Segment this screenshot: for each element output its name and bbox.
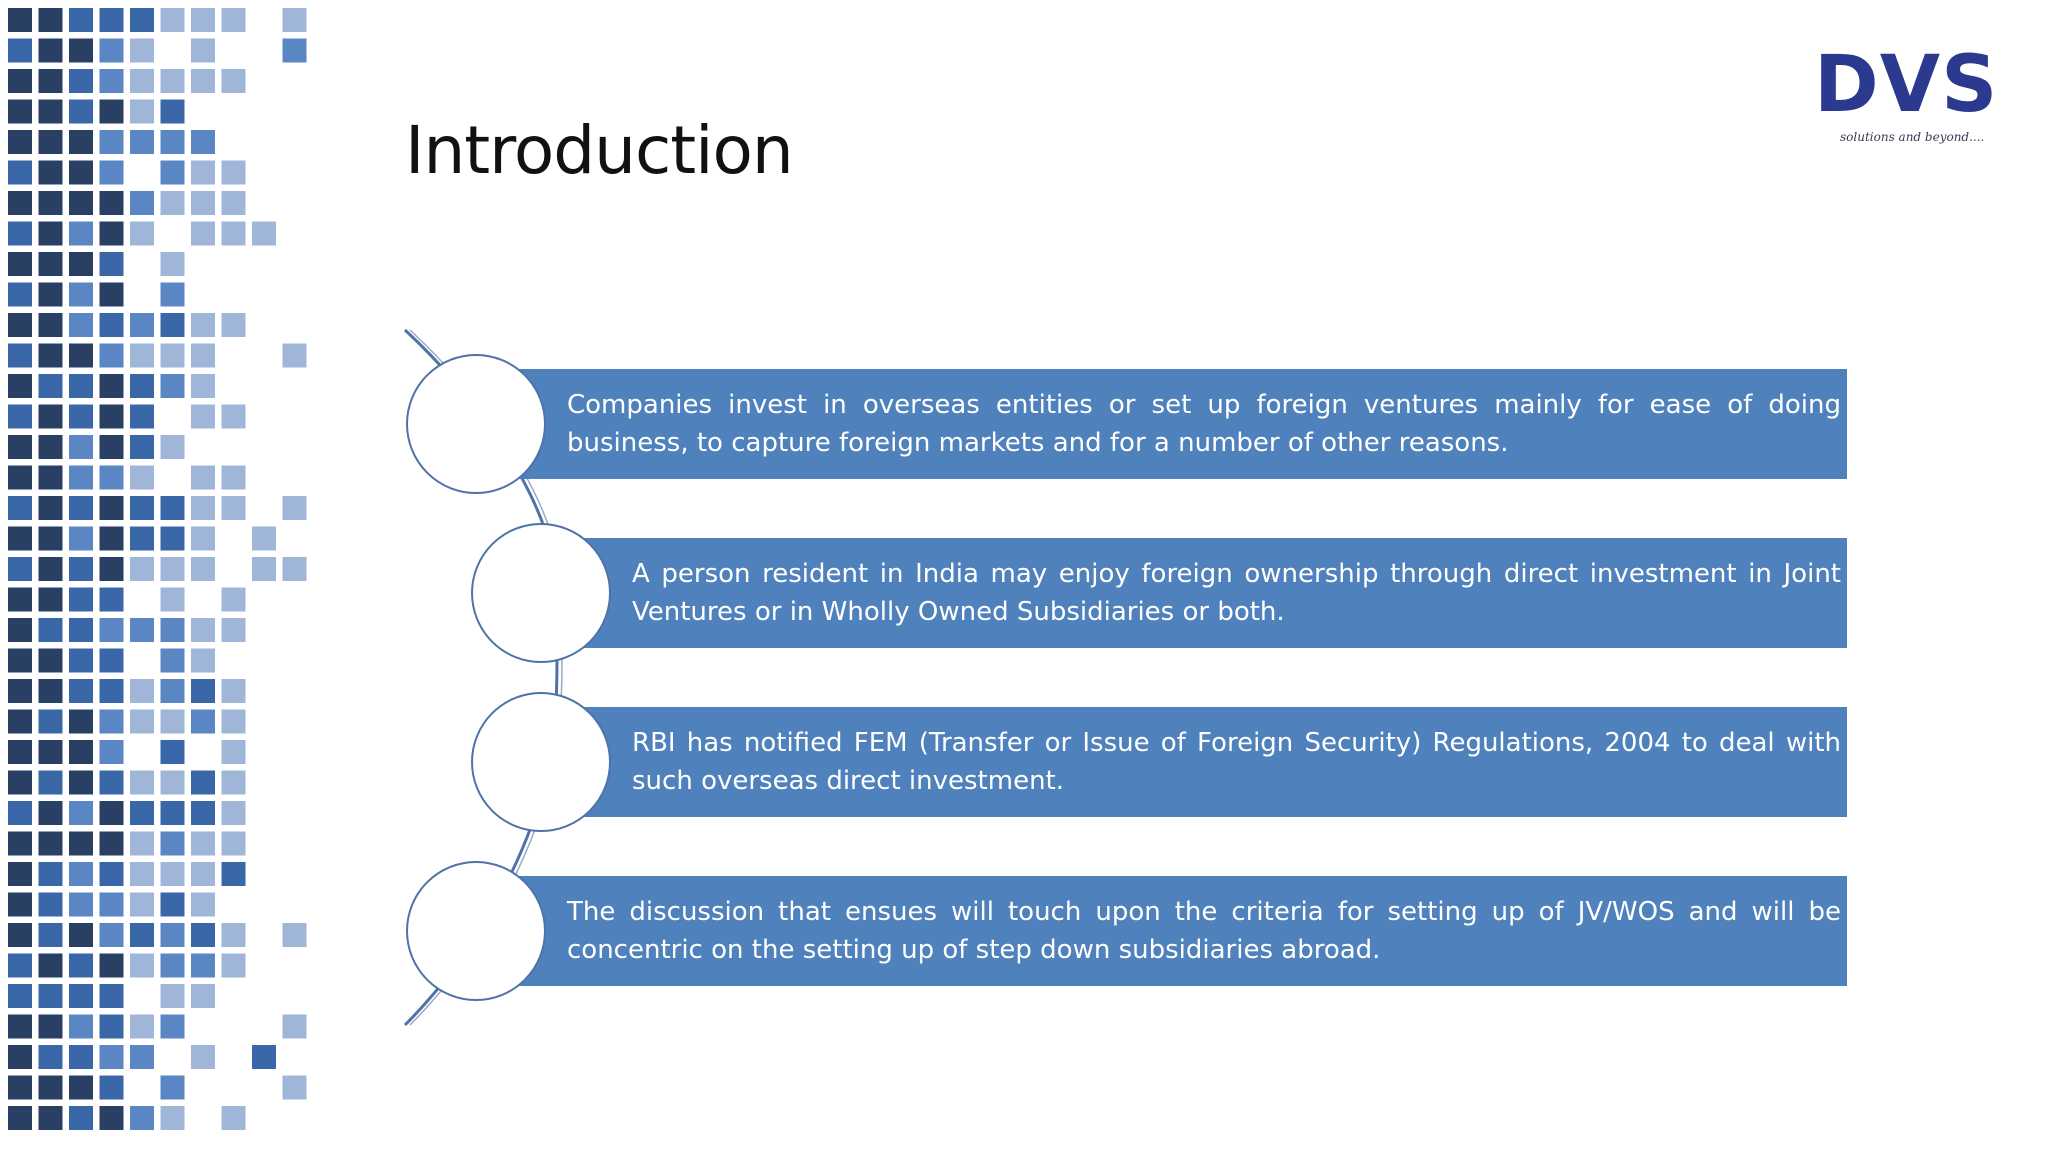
mosaic-tile [130, 832, 154, 856]
mosaic-tile [130, 344, 154, 368]
mosaic-tile [283, 557, 307, 581]
mosaic-tile [130, 496, 154, 520]
mosaic-tile [161, 618, 185, 642]
mosaic-tile [161, 8, 185, 32]
mosaic-tile [69, 1076, 93, 1100]
mosaic-tile [130, 405, 154, 429]
mosaic-tile [130, 222, 154, 246]
mosaic-tile [191, 862, 215, 886]
mosaic-tile [39, 252, 63, 276]
bullet-circle-1 [406, 354, 546, 494]
mosaic-tile [69, 1045, 93, 1069]
mosaic-tile [130, 527, 154, 551]
mosaic-tile [222, 191, 246, 215]
mosaic-tile [222, 801, 246, 825]
mosaic-tile [8, 8, 32, 32]
mosaic-tile [39, 771, 63, 795]
mosaic-tile [283, 923, 307, 947]
mosaic-tile [8, 405, 32, 429]
mosaic-tile [69, 740, 93, 764]
mosaic-tile [283, 1076, 307, 1100]
mosaic-tile [100, 832, 124, 856]
info-bar-text-3: RBI has notified FEM (Transfer or Issue of Foreign Security) Regulations, 2004 to deal with such overseas direct investment. [632, 728, 1841, 796]
mosaic-tile [222, 313, 246, 337]
mosaic-tile [191, 710, 215, 734]
mosaic-tile [100, 954, 124, 978]
mosaic-tile [191, 191, 215, 215]
slide-title: Introduction [405, 112, 793, 189]
mosaic-tile [130, 1045, 154, 1069]
mosaic-tile [8, 588, 32, 612]
mosaic-tile [39, 618, 63, 642]
mosaic-tile [39, 954, 63, 978]
mosaic-tile [161, 161, 185, 185]
mosaic-tile [191, 405, 215, 429]
mosaic-tile [283, 496, 307, 520]
mosaic-tile [69, 649, 93, 673]
mosaic-tile [222, 679, 246, 703]
mosaic-tile [100, 710, 124, 734]
mosaic-tile [161, 344, 185, 368]
mosaic-tile [191, 893, 215, 917]
mosaic-tile [39, 466, 63, 490]
mosaic-tile [100, 1015, 124, 1039]
mosaic-tile [8, 679, 32, 703]
mosaic-tile [8, 39, 32, 63]
mosaic-tile [8, 527, 32, 551]
mosaic-tile [69, 496, 93, 520]
mosaic-tile [69, 405, 93, 429]
mosaic-tile [222, 832, 246, 856]
mosaic-tile [130, 893, 154, 917]
mosaic-tile [100, 862, 124, 886]
bullet-circle-3 [471, 692, 611, 832]
mosaic-tile [39, 8, 63, 32]
mosaic-tile [130, 679, 154, 703]
mosaic-tile [252, 557, 276, 581]
mosaic-tile [100, 130, 124, 154]
mosaic-tile [130, 130, 154, 154]
mosaic-tile [8, 161, 32, 185]
mosaic-tile [39, 405, 63, 429]
mosaic-tile [8, 496, 32, 520]
mosaic-tile [100, 893, 124, 917]
mosaic-tile [8, 69, 32, 93]
mosaic-tile [130, 954, 154, 978]
mosaic-tile [161, 527, 185, 551]
mosaic-tile [69, 344, 93, 368]
mosaic-tile [130, 191, 154, 215]
mosaic-tile [191, 374, 215, 398]
mosaic-tile [69, 893, 93, 917]
mosaic-tile [8, 832, 32, 856]
mosaic-tile [130, 374, 154, 398]
mosaic-tile [69, 374, 93, 398]
mosaic-tile [161, 69, 185, 93]
mosaic-tile [8, 1076, 32, 1100]
mosaic-tile [222, 466, 246, 490]
mosaic-tile [130, 710, 154, 734]
mosaic-tile [130, 1015, 154, 1039]
mosaic-tile [191, 130, 215, 154]
mosaic-tile [161, 893, 185, 917]
mosaic-tile [222, 405, 246, 429]
mosaic-tile [161, 710, 185, 734]
mosaic-tile [100, 161, 124, 185]
mosaic-tile [191, 313, 215, 337]
mosaic-tile [39, 130, 63, 154]
mosaic-tile [69, 161, 93, 185]
mosaic-tile [130, 69, 154, 93]
mosaic-tile [100, 1076, 124, 1100]
mosaic-tile [39, 69, 63, 93]
mosaic-tile [39, 527, 63, 551]
info-bar-text-4: The discussion that ensues will touch upon the criteria for setting up of JV/WOS and will be concentric on the setting up of step down subsidiaries abroad. [567, 897, 1841, 965]
mosaic-tile [191, 161, 215, 185]
mosaic-tile [161, 1015, 185, 1039]
mosaic-tile [283, 1015, 307, 1039]
mosaic-tile [69, 771, 93, 795]
mosaic-tile [100, 771, 124, 795]
mosaic-tile [100, 1106, 124, 1130]
mosaic-tile [8, 100, 32, 124]
mosaic-tile [100, 527, 124, 551]
mosaic-tile [8, 374, 32, 398]
logo-wordmark: DVS [1814, 40, 1999, 130]
mosaic-tile [283, 344, 307, 368]
mosaic-tile [130, 435, 154, 459]
mosaic-tile [8, 130, 32, 154]
mosaic-tile [39, 893, 63, 917]
mosaic-tile [161, 191, 185, 215]
mosaic-tile [161, 984, 185, 1008]
mosaic-tile [39, 313, 63, 337]
mosaic-tile [130, 771, 154, 795]
mosaic-tile [161, 862, 185, 886]
mosaic-tile [222, 161, 246, 185]
mosaic-tile [161, 771, 185, 795]
mosaic-tile [39, 1015, 63, 1039]
mosaic-tile [39, 679, 63, 703]
mosaic-tile [39, 649, 63, 673]
info-bar-2 [565, 538, 1847, 648]
mosaic-tile [69, 618, 93, 642]
mosaic-tile [191, 923, 215, 947]
mosaic-tile [191, 8, 215, 32]
mosaic-tile [100, 374, 124, 398]
mosaic-tile [69, 954, 93, 978]
info-bar-1 [500, 369, 1847, 479]
mosaic-tile [130, 466, 154, 490]
mosaic-tile [191, 954, 215, 978]
mosaic-tile [100, 496, 124, 520]
mosaic-tile [161, 801, 185, 825]
mosaic-tile [8, 344, 32, 368]
mosaic-tile [39, 1106, 63, 1130]
mosaic-tile [191, 557, 215, 581]
mosaic-tile [161, 374, 185, 398]
mosaic-tile [39, 801, 63, 825]
mosaic-tile [100, 69, 124, 93]
mosaic-tile [161, 1076, 185, 1100]
mosaic-tile [100, 39, 124, 63]
mosaic-tile [39, 1045, 63, 1069]
mosaic-tile [100, 344, 124, 368]
mosaic-tile [100, 801, 124, 825]
mosaic-tile [191, 801, 215, 825]
mosaic-tile [69, 832, 93, 856]
mosaic-tile [130, 313, 154, 337]
mosaic-tile [69, 588, 93, 612]
mosaic-tile [8, 649, 32, 673]
mosaic-tile [130, 8, 154, 32]
mosaic-tile [100, 923, 124, 947]
mosaic-tile [8, 740, 32, 764]
mosaic-tile [130, 923, 154, 947]
dvs-logo [1800, 40, 2020, 150]
mosaic-tile [222, 69, 246, 93]
mosaic-tile [130, 801, 154, 825]
mosaic-tile [69, 466, 93, 490]
mosaic-tile [161, 740, 185, 764]
mosaic-tile [283, 8, 307, 32]
mosaic-tile [100, 618, 124, 642]
mosaic-tile [191, 496, 215, 520]
mosaic-tile [100, 222, 124, 246]
mosaic-tile [39, 588, 63, 612]
mosaic-tile [222, 222, 246, 246]
mosaic-tile [39, 923, 63, 947]
mosaic-tile [161, 100, 185, 124]
mosaic-tile [69, 8, 93, 32]
mosaic-tile [130, 862, 154, 886]
mosaic-tile [39, 984, 63, 1008]
mosaic-tile [69, 984, 93, 1008]
mosaic-tile [39, 161, 63, 185]
mosaic-tile [161, 557, 185, 581]
info-bar-4 [500, 876, 1847, 986]
mosaic-tile [69, 130, 93, 154]
mosaic-tile [8, 557, 32, 581]
mosaic-tile [191, 649, 215, 673]
mosaic-tile [222, 8, 246, 32]
mosaic-tile [130, 39, 154, 63]
mosaic-tile [8, 1015, 32, 1039]
mosaic-tile [100, 740, 124, 764]
mosaic-tile [100, 1045, 124, 1069]
mosaic-tile [191, 222, 215, 246]
info-bar-text-1: Companies invest in overseas entities or set up foreign ventures mainly for ease of doing business, to capture foreign markets and for a number of other reasons. [567, 390, 1841, 458]
mosaic-tile [69, 252, 93, 276]
mosaic-tile [8, 435, 32, 459]
mosaic-tile [130, 1106, 154, 1130]
mosaic-tile [161, 649, 185, 673]
mosaic-tile [8, 710, 32, 734]
mosaic-tile [161, 252, 185, 276]
mosaic-tile [100, 191, 124, 215]
mosaic-tile [161, 954, 185, 978]
mosaic-tile [191, 679, 215, 703]
mosaic-tile [222, 954, 246, 978]
mosaic-tile [69, 435, 93, 459]
mosaic-tile [252, 1045, 276, 1069]
mosaic-tile [161, 313, 185, 337]
mosaic-tile [283, 39, 307, 63]
info-bar-3 [565, 707, 1847, 817]
mosaic-tile [100, 8, 124, 32]
mosaic-tile [69, 557, 93, 581]
mosaic-tile [222, 618, 246, 642]
mosaic-tile [252, 527, 276, 551]
mosaic-tile [39, 374, 63, 398]
mosaic-tile [39, 1076, 63, 1100]
mosaic-tile [130, 557, 154, 581]
mosaic-tile [69, 923, 93, 947]
mosaic-tile [100, 435, 124, 459]
mosaic-tile [100, 679, 124, 703]
mosaic-tile [161, 588, 185, 612]
mosaic-tile [191, 527, 215, 551]
mosaic-tile [222, 923, 246, 947]
mosaic-tile [100, 557, 124, 581]
mosaic-tile [100, 283, 124, 307]
mosaic-tile [39, 710, 63, 734]
mosaic-tile [130, 618, 154, 642]
mosaic-tile [8, 1045, 32, 1069]
mosaic-tile [39, 191, 63, 215]
mosaic-tile [161, 679, 185, 703]
mosaic-tile [100, 313, 124, 337]
mosaic-tile [130, 100, 154, 124]
mosaic-tile [191, 1045, 215, 1069]
mosaic-tile [191, 984, 215, 1008]
mosaic-tile [161, 923, 185, 947]
mosaic-tile [100, 588, 124, 612]
mosaic-tile [39, 283, 63, 307]
mosaic-tile [69, 1106, 93, 1130]
mosaic-tile [69, 69, 93, 93]
mosaic-tile [161, 283, 185, 307]
mosaic-tile [161, 1106, 185, 1130]
mosaic-tile [222, 710, 246, 734]
mosaic-tile [161, 496, 185, 520]
mosaic-tile [69, 862, 93, 886]
mosaic-tile [8, 801, 32, 825]
mosaic-tile [39, 435, 63, 459]
mosaic-tile [191, 618, 215, 642]
mosaic-tile [39, 344, 63, 368]
mosaic-tile [161, 435, 185, 459]
mosaic-tile [8, 893, 32, 917]
mosaic-tile [222, 588, 246, 612]
mosaic-tile [191, 69, 215, 93]
mosaic-tile [69, 710, 93, 734]
mosaic-tile [8, 862, 32, 886]
mosaic-tile [191, 344, 215, 368]
mosaic-tile [8, 252, 32, 276]
mosaic-tile [69, 679, 93, 703]
mosaic-tile [191, 466, 215, 490]
mosaic-tile [222, 862, 246, 886]
mosaic-tile [69, 100, 93, 124]
mosaic-tile [39, 39, 63, 63]
mosaic-tile [191, 39, 215, 63]
mosaic-tile [69, 1015, 93, 1039]
mosaic-tile [191, 832, 215, 856]
mosaic-tile [100, 252, 124, 276]
mosaic-tile [222, 496, 246, 520]
bullet-circle-4 [406, 861, 546, 1001]
bullet-circle-2 [471, 523, 611, 663]
mosaic-tile [39, 496, 63, 520]
mosaic-tile [69, 222, 93, 246]
mosaic-tile [69, 283, 93, 307]
mosaic-tile [39, 862, 63, 886]
mosaic-tile [8, 283, 32, 307]
mosaic-tile [69, 191, 93, 215]
mosaic-tile [222, 1106, 246, 1130]
mosaic-tile [100, 405, 124, 429]
mosaic-tile [161, 832, 185, 856]
mosaic-tile [8, 191, 32, 215]
mosaic-tile [8, 984, 32, 1008]
mosaic-tile [161, 130, 185, 154]
mosaic-tile [8, 466, 32, 490]
mosaic-tile [39, 222, 63, 246]
mosaic-tile [69, 527, 93, 551]
mosaic-tile [39, 740, 63, 764]
mosaic-tile [100, 100, 124, 124]
mosaic-tile [8, 618, 32, 642]
mosaic-tile [252, 222, 276, 246]
mosaic-tile [191, 771, 215, 795]
decorative-mosaic [0, 0, 320, 1152]
mosaic-tile [39, 832, 63, 856]
mosaic-tile [222, 740, 246, 764]
mosaic-tile [8, 1106, 32, 1130]
mosaic-tile [8, 771, 32, 795]
mosaic-tile [8, 954, 32, 978]
mosaic-tile [8, 222, 32, 246]
mosaic-tile [222, 771, 246, 795]
mosaic-tile [69, 313, 93, 337]
mosaic-tile [39, 100, 63, 124]
mosaic-tile [69, 801, 93, 825]
mosaic-tile [69, 39, 93, 63]
mosaic-tile [8, 923, 32, 947]
logo-tagline: solutions and beyond.... [1840, 130, 1985, 144]
mosaic-tile [100, 649, 124, 673]
mosaic-tile [100, 466, 124, 490]
mosaic-tile [100, 984, 124, 1008]
mosaic-tile [39, 557, 63, 581]
mosaic-tile [8, 313, 32, 337]
info-bar-text-2: A person resident in India may enjoy foreign ownership through direct investment in Joint Ventures or in Wholly Owned Subsidiaries or both. [632, 559, 1841, 627]
